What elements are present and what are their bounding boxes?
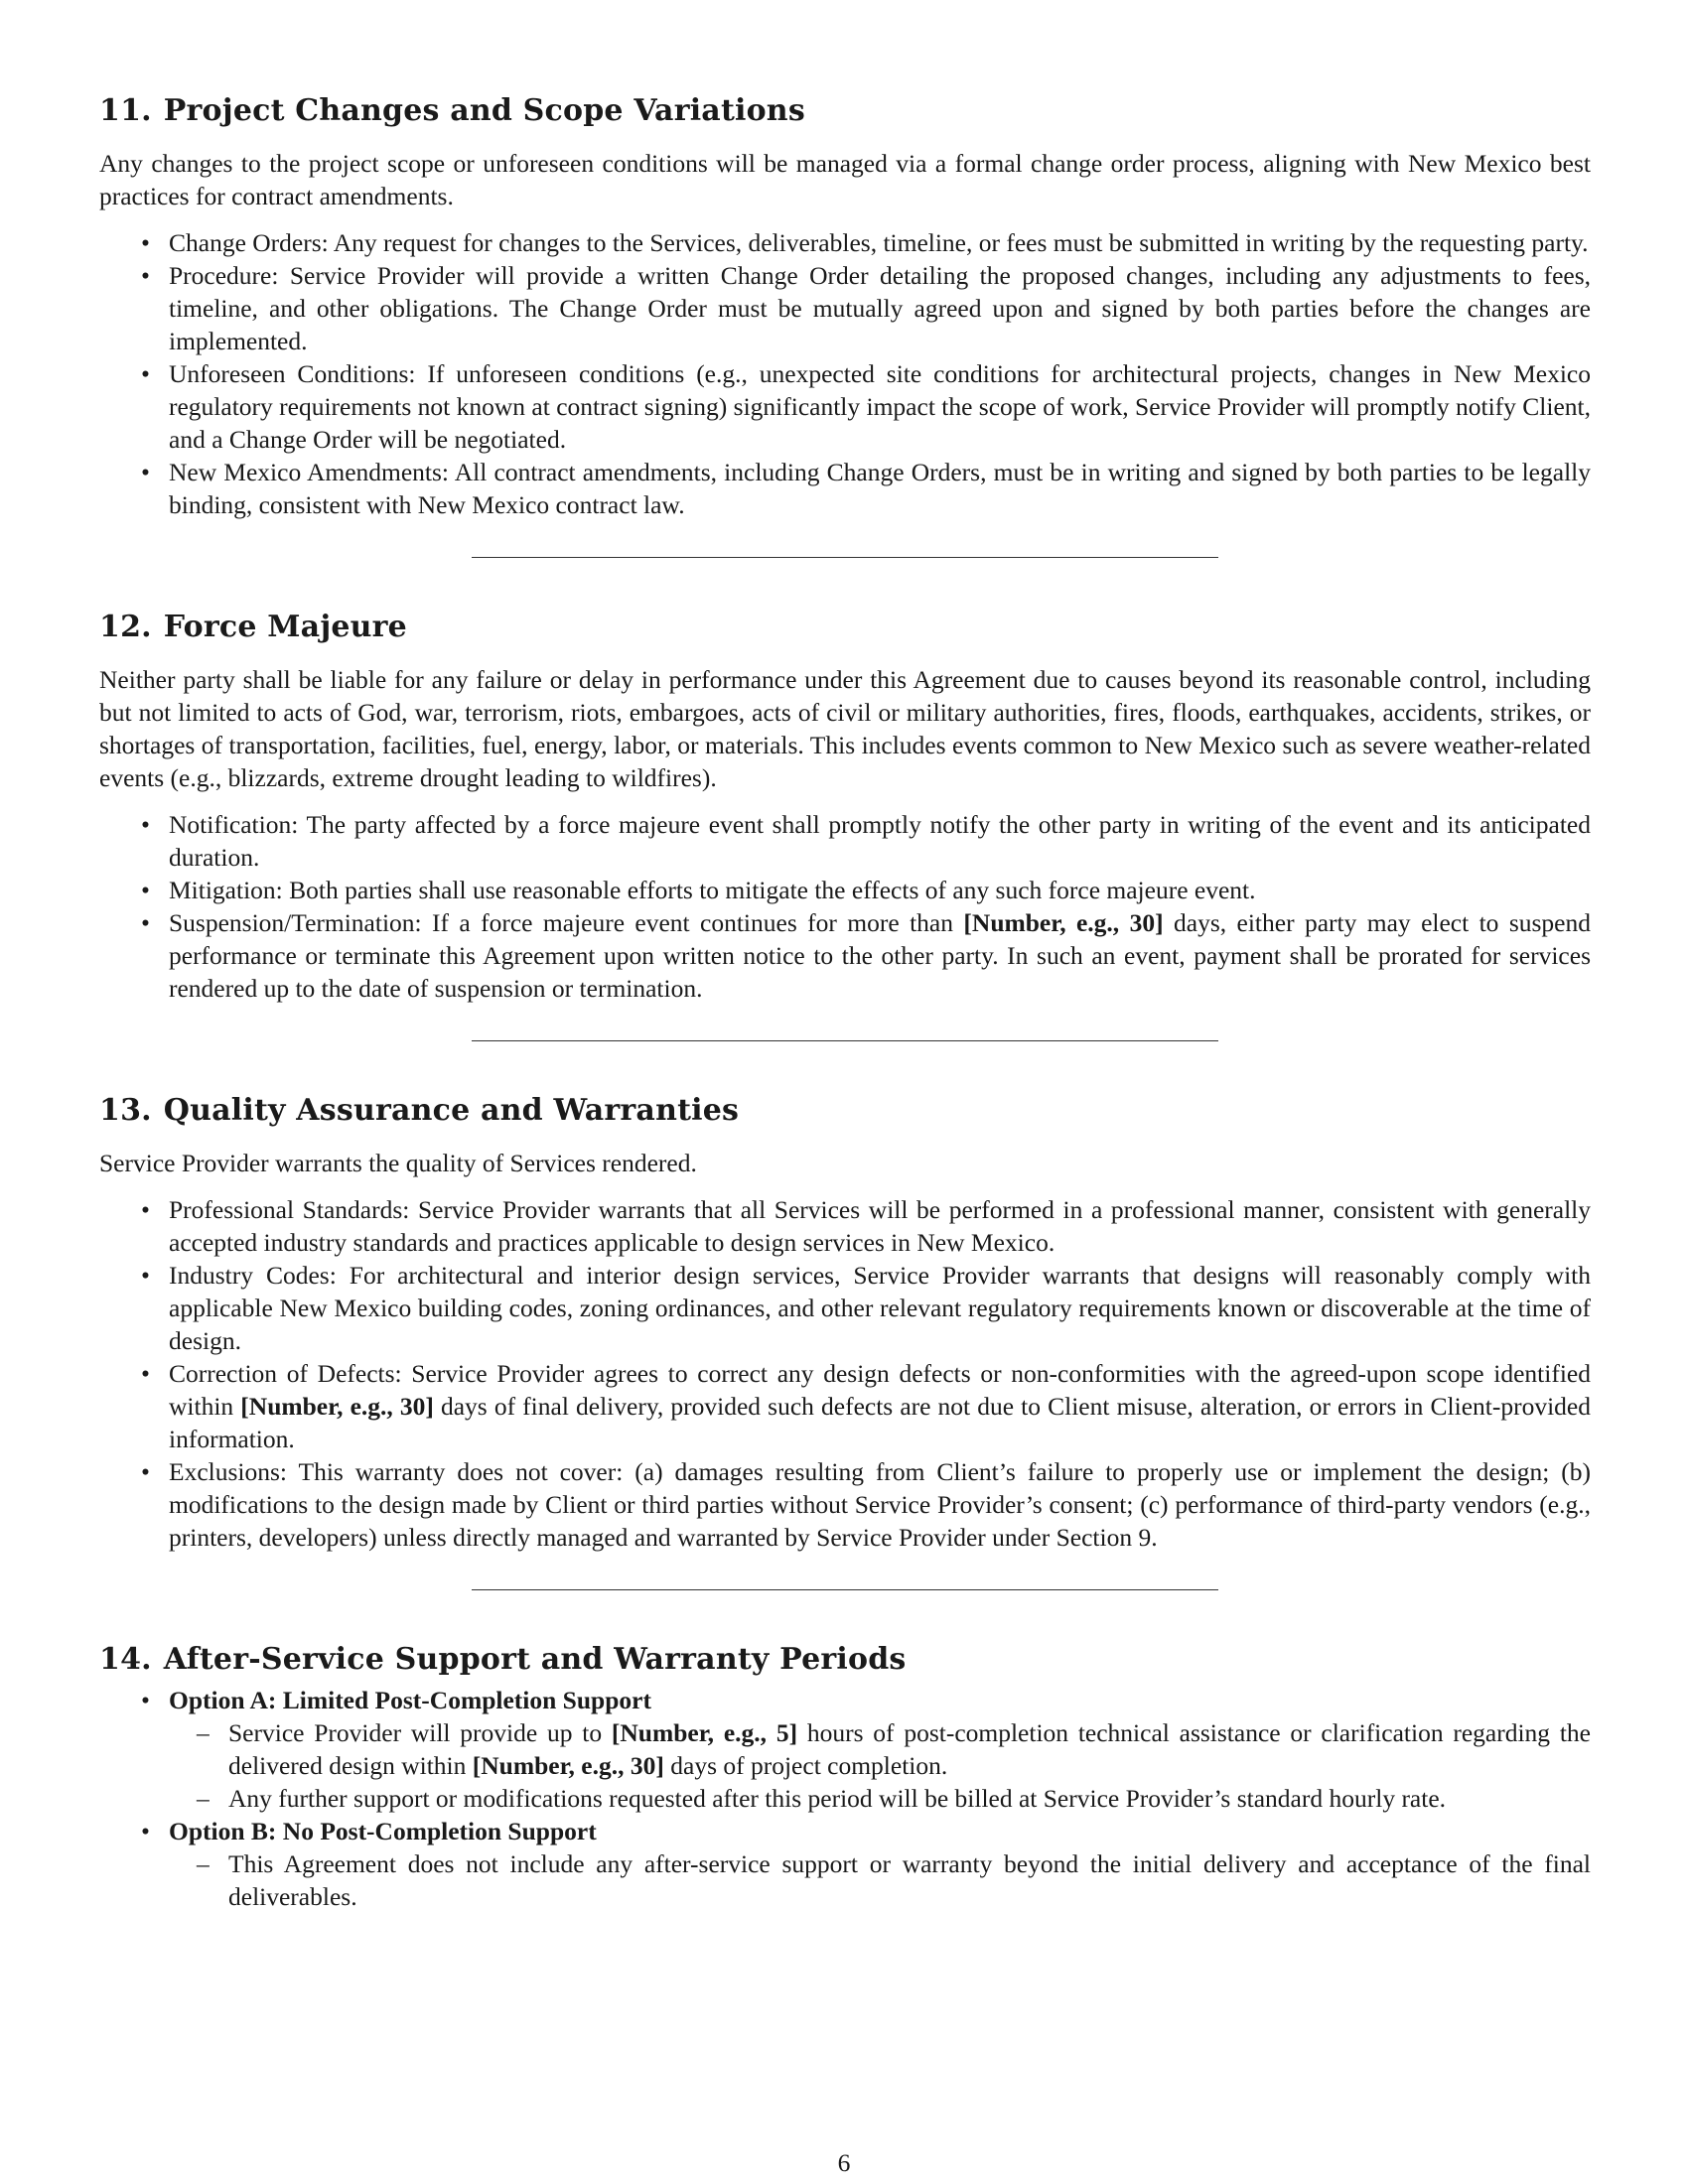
sub-list-item: – Any further support or modifications requested after this period will be billed at Service Provider’s standard hourly rate. <box>197 1784 1447 1813</box>
section-heading <box>99 91 1591 131</box>
placeholder-field: [Number, e.g., 30] <box>963 908 1164 937</box>
list-item: • Mitigation: Both parties shall use reasonable efforts to mitigate the effects of any such force majeure event. <box>141 876 1256 904</box>
section-14 <box>99 1640 1591 1913</box>
bullet-list <box>99 1193 1591 1554</box>
bullet-icon: • <box>141 458 150 486</box>
section-11 <box>99 91 1591 521</box>
bullet-list <box>99 226 1591 521</box>
bullet-icon: • <box>141 810 150 839</box>
list-item: • Industry Codes: For architectural and interior design services, Service Provider warrants that designs will reasonably comply with applicable New Mexico building codes, zoning ordinances, and other relevant regulatory requirements known or discoverable at the time of design. <box>141 1261 1591 1355</box>
bullet-icon: • <box>141 1457 150 1486</box>
section-12 <box>99 608 1591 1005</box>
section-number: 13. <box>99 1093 152 1128</box>
list-item: • New Mexico Amendments: All contract amendments, including Change Orders, must be in writing and signed by both parties to be legally binding, consistent with New Mexico contract law. <box>141 458 1591 519</box>
section-number: 14. <box>99 1642 152 1677</box>
document-page <box>99 91 1591 1913</box>
section-intro: Service Provider warrants the quality of Services rendered. <box>99 1149 697 1177</box>
placeholder-field: [Number, e.g., 30] <box>240 1392 434 1421</box>
placeholder-field: [Number, e.g., 30] <box>472 1751 664 1780</box>
sub-list <box>169 1847 1591 1913</box>
list-item: • Procedure: Service Provider will provide a written Change Order detailing the proposed changes, including any adjustments to fees, timeline, and other obligations. The Change Order must be mutually agreed upon and signed by both parties before the changes are implemented. <box>141 261 1591 355</box>
dash-icon: – <box>197 1718 210 1747</box>
sub-list <box>169 1716 1591 1815</box>
dash-icon: – <box>197 1784 210 1813</box>
list-item: • Notification: The party affected by a force majeure event shall promptly notify the other party in writing of the event and its anticipated duration. <box>141 810 1591 872</box>
option-title: Option B: No Post-Completion Support <box>169 1817 597 1845</box>
page-number: 6 <box>837 2148 851 2177</box>
section-title: Quality Assurance and Warranties <box>163 1093 740 1128</box>
section-number: 12. <box>99 610 152 644</box>
section-divider <box>472 557 1218 558</box>
section-heading <box>99 1091 1591 1131</box>
section-heading <box>99 1640 1591 1680</box>
sub-list-item: – Service Provider will provide up to [Number, e.g., 5] hours of post-completion technical assistance or clarification regarding the delivered design within [Number, e.g., 30] days of project completion. <box>197 1718 1591 1780</box>
section-title: Project Changes and Scope Variations <box>163 93 805 128</box>
section-divider <box>472 1589 1218 1590</box>
bullet-icon: • <box>141 228 150 257</box>
bullet-list <box>99 808 1591 1005</box>
section-13 <box>99 1091 1591 1554</box>
bullet-icon: • <box>141 261 150 290</box>
bullet-icon: • <box>141 1359 150 1388</box>
section-title: After-Service Support and Warranty Periods <box>163 1642 907 1677</box>
list-item: • Suspension/Termination: If a force majeure event continues for more than [Number, e.g., 30] days, either party may elect to suspend performance or terminate this Agreement upon written notice to the other party. In such an event, payment shall be prorated for services rendered up to the date of suspension or termination. <box>141 908 1591 1003</box>
list-item: • Unforeseen Conditions: If unforeseen conditions (e.g., unexpected site conditions for architectural projects, changes in New Mexico regulatory requirements not known at contract signing) significantly impact the scope of work, Service Provider will promptly notify Client, and a Change Order will be negotiated. <box>141 359 1591 454</box>
bullet-icon: • <box>141 908 150 937</box>
section-heading <box>99 608 1591 647</box>
dash-icon: – <box>197 1849 210 1878</box>
bullet-icon: • <box>141 1261 150 1290</box>
list-item-option-b <box>141 1815 1591 1913</box>
list-item: • Professional Standards: Service Provider warrants that all Services will be performed in a professional manner, consistent with generally accepted industry standards and practices applicable to design services in New Mexico. <box>141 1195 1591 1257</box>
section-title: Force Majeure <box>163 610 407 644</box>
list-item-option-a <box>141 1684 1591 1815</box>
option-title: Option A: Limited Post-Completion Support <box>169 1686 651 1714</box>
section-intro: Neither party shall be liable for any failure or delay in performance under this Agreement due to causes beyond its reasonable control, including but not limited to acts of God, war, terrorism, riots, embargoes, acts of civil or military authorities, fires, floods, earthquakes, accidents, strikes, or shortages of transportation, facilities, fuel, energy, labor, or materials. This includes events common to New Mexico such as severe weather-related events (e.g., blizzards, extreme drought leading to wildfires). <box>99 665 1591 792</box>
bullet-icon: • <box>141 1195 150 1224</box>
list-item: • Exclusions: This warranty does not cover: (a) damages resulting from Client’s failure to properly use or implement the design; (b) modifications to the design made by Client or third parties without Service Provider’s consent; (c) performance of third-party vendors (e.g., printers, developers) unless directly managed and warranted by Service Provider under Section 9. <box>141 1457 1591 1552</box>
sub-list-item: – This Agreement does not include any after-service support or warranty beyond the initial delivery and acceptance of the final deliverables. <box>197 1849 1591 1911</box>
list-item: • Change Orders: Any request for changes to the Services, deliverables, timeline, or fees must be submitted in writing by the requesting party. <box>141 228 1589 257</box>
section-divider <box>472 1040 1218 1041</box>
bullet-icon: • <box>141 876 150 904</box>
section-intro: Any changes to the project scope or unforeseen conditions will be managed via a formal change order process, aligning with New Mexico best practices for contract amendments. <box>99 149 1591 210</box>
bullet-list <box>99 1684 1591 1913</box>
bullet-icon: • <box>141 1817 150 1845</box>
bullet-icon: • <box>141 359 150 388</box>
section-number: 11. <box>99 93 152 128</box>
list-item: • Correction of Defects: Service Provider agrees to correct any design defects or non-conformities with the agreed-upon scope identified within [Number, e.g., 30] days of final delivery, provided such defects are not due to Client misuse, alteration, or errors in Client-provided information. <box>141 1359 1591 1453</box>
placeholder-field: [Number, e.g., 5] <box>611 1718 798 1747</box>
bullet-icon: • <box>141 1686 150 1714</box>
